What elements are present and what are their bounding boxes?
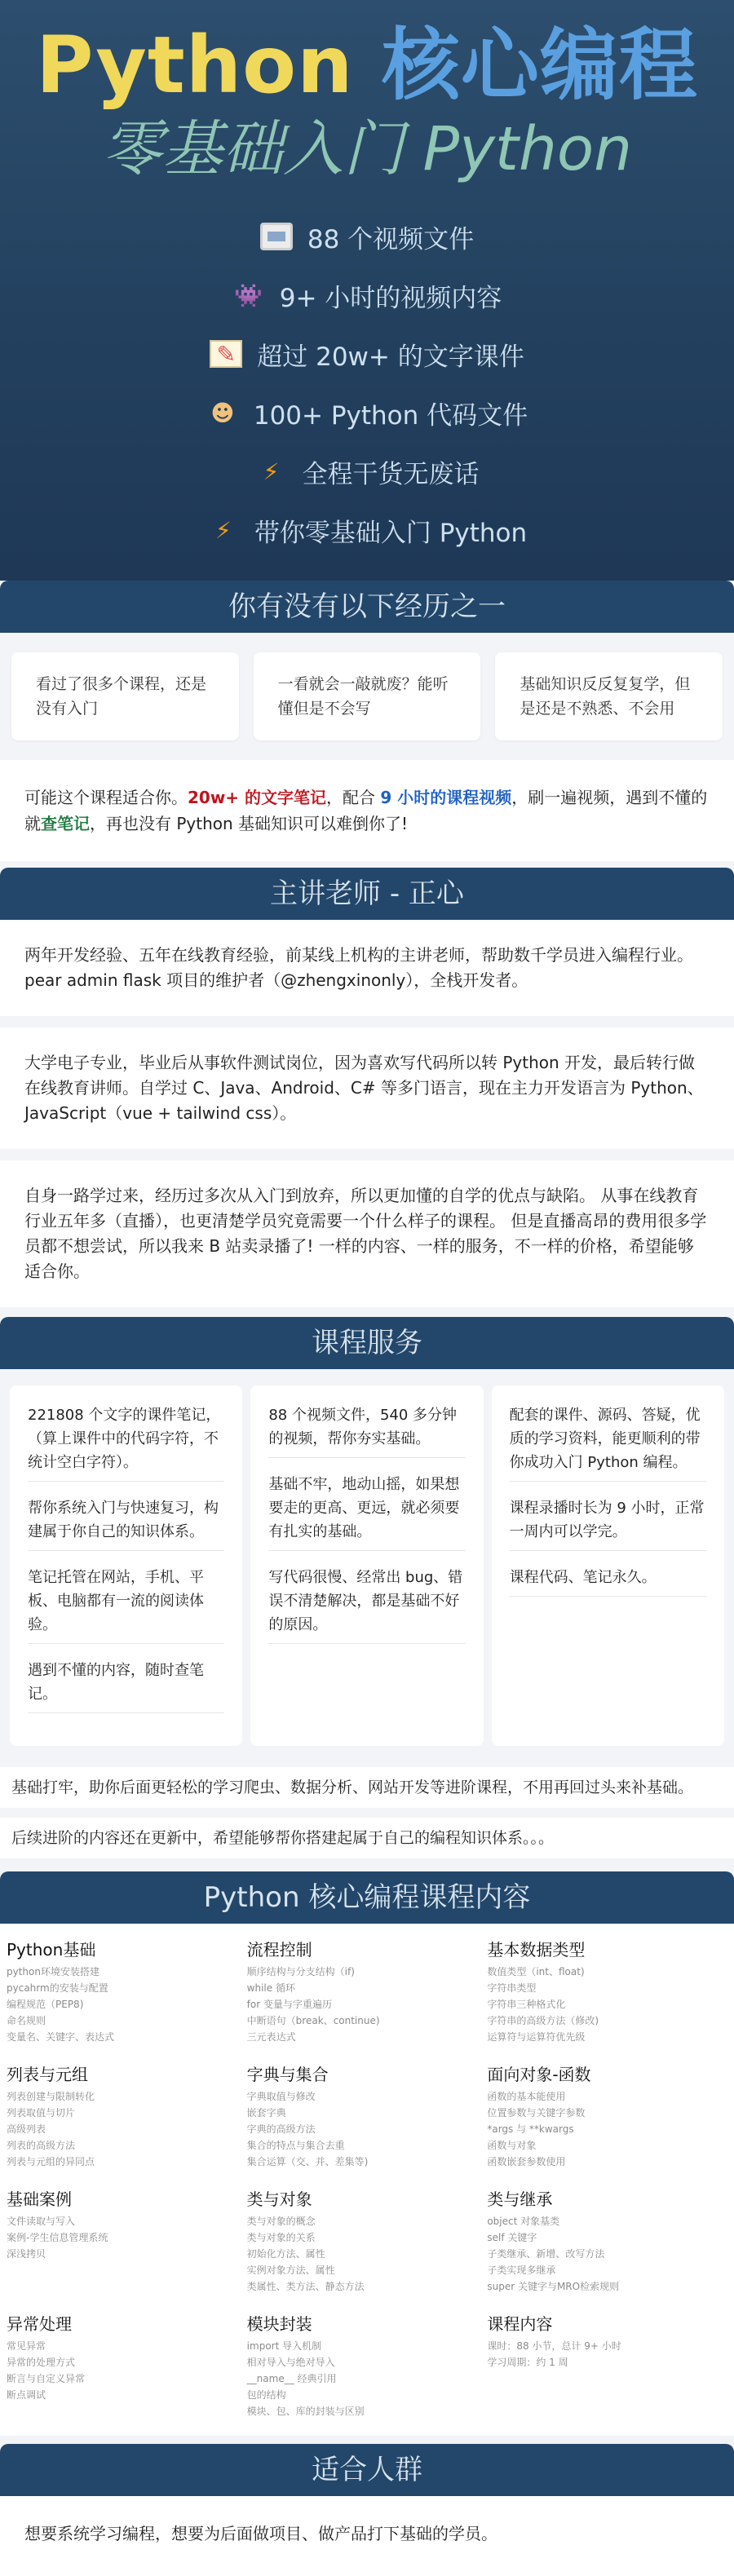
hero-banner [0,0,734,581]
audience-section [0,2444,734,2576]
course-module [487,2311,727,2419]
feature-item [0,383,734,442]
feature-list [0,207,734,559]
module-lesson: 模块、包、库的封装与区别 [246,2406,365,2417]
hero-title-core: 核心编程 [381,20,698,111]
module-lesson: 初始化方法、属性 [246,2248,325,2260]
service-columns [0,1369,734,1762]
module-lesson: python环境安装搭建 [7,1966,99,1977]
module-lesson: object 对象基类 [487,2216,560,2227]
module-lesson: 列表取值与切片 [7,2107,76,2119]
module-title: Python基础 [7,1940,96,1960]
module-title: 类与继承 [487,2189,553,2209]
experience-card: 看过了很多个课程，还是没有入门 [11,652,239,740]
summary-text: 可能这个课程适合你。 [24,788,188,807]
teacher-background: 大学电子专业，毕业后从事软件测试岗位，因为喜欢写代码所以转 Python 开发，最后转行做在线教育讲师。自学过 C、Java、Android、C# 等多门语言，现在主力开发语言为 Python、JavaScript（vue + tailwind css）。 [0,1027,734,1149]
module-lesson: 文件读取与写入 [7,2216,76,2227]
module-title: 基本数据类型 [487,1940,586,1960]
module-lesson: 断点调试 [7,2389,46,2401]
module-lesson: 类与对象的关系 [246,2232,316,2243]
module-lesson: pycahrm的安装与配置 [7,1982,108,1994]
section-title: 主讲老师 - 正心 [0,868,734,920]
teacher-intro: 两年开发经验、五年在线教育经验，前某线上机构的主讲老师，帮助数千学员进入编程行业。pear admin flask 项目的维护者（@zhengxinonly），全栈开发者。 [0,920,734,1016]
service-item: 221808 个文字的课件笔记，（算上课件中的代码字符，不统计空白字符）。 [28,1403,224,1482]
course-module [7,2061,247,2170]
experience-card: 基础知识反反复复学，但是还是不熟悉、不会用 [495,652,723,740]
module-title: 异常处理 [7,2314,72,2334]
module-lesson: 函数与对象 [487,2140,537,2151]
feature-text: 全程干货无废话 [302,459,480,489]
service-item: 配套的课件、源码、答疑，优质的学习资料，能更顺利的带你成功入门 Python 编程。 [510,1403,706,1482]
section-title: 适合人群 [0,2444,734,2496]
module-lesson: 字典的高级方法 [246,2123,316,2135]
module-lesson: 编程规范（PEP8) [7,1999,84,2010]
course-module [7,2311,247,2419]
experience-cards [0,633,734,760]
service-note: 后续进阶的内容还在更新中，希望能够帮你搭建起属于自己的编程知识体系。。。 [0,1818,734,1858]
course-row [7,2061,727,2170]
module-title: 类与对象 [246,2189,312,2209]
service-item: 课程录播时长为 9 小时，正常一周内可以学完。 [510,1496,706,1551]
module-lesson: 字符串的高级方法（修改) [487,2015,599,2026]
feature-text: 88 个视频文件 [307,224,475,254]
module-lesson: 字符串类型 [487,1982,537,1994]
teacher-motivation: 自身一路学过来，经历过多次从入门到放弃，所以更加懂的自学的优点与缺陷。 从事在线教育行业五年多（直播），也更清楚学员究竟需要一个什么样子的课程。 但是直播高昂的费用很多学员都不想尝试，所以我来 B 站卖录播了! 一样的内容、一样的服务，不一样的价格，希望能够适合你。 [0,1160,734,1307]
service-column [10,1385,242,1746]
module-lesson: 字符串三种格式化 [487,1999,566,2010]
module-lesson: 类属性、类方法、静态方法 [246,2281,365,2292]
summary-text: ，配合 [326,788,381,807]
module-lesson: 顺序结构与分支结构（if) [246,1966,355,1977]
module-lesson: import 导入机制 [246,2340,322,2352]
summary-text: ，刷一遍视频，遇到不懂的就 [24,788,708,833]
course-module [487,2186,727,2295]
summary-highlight-videos: 9 小时的课程视频 [380,788,512,807]
bolt-icon: ⚡ [263,457,280,485]
module-lesson: 数值类型（int、float) [487,1966,585,1977]
section-title: 课程服务 [0,1317,734,1369]
module-lesson: self 关键字 [487,2232,537,2243]
module-lesson: 学习周期：约 1 周 [487,2357,568,2368]
module-lesson: 异常的处理方式 [7,2357,76,2368]
feature-item [0,325,734,383]
module-lesson: 函数的基本能使用 [487,2091,566,2102]
course-module [487,2061,727,2170]
course-module [487,1937,727,2045]
hero-title [0,20,734,111]
feature-text: 9+ 小时的视频内容 [279,283,502,313]
service-item: 遇到不懂的内容，随时查笔记。 [28,1659,224,1713]
service-column [250,1385,483,1746]
section-title: Python 核心编程课程内容 [0,1871,734,1924]
memo-icon: ✎ [210,340,242,368]
experience-summary [0,760,734,861]
module-lesson: 课时：88 小节，总计 9+ 小时 [487,2340,621,2352]
game-icon: 👾 [234,281,263,309]
hero-subtitle: 零基础入门 Python [101,113,633,184]
summary-text: ，再也没有 Python 基础知识可以难倒你了! [90,814,409,833]
service-section [0,1317,734,1858]
audience-text: 想要系统学习编程，想要为后面做项目、做产品打下基础的学员。 [0,2496,734,2576]
module-lesson: __name__ 经典引用 [246,2373,337,2384]
course-row [7,2186,727,2295]
bolt-icon: ⚡ [215,516,232,544]
module-lesson: 常见异常 [7,2340,46,2352]
film-icon [260,223,293,250]
service-note: 基础打牢，助你后面更轻松的学习爬虫、数据分析、网站开发等进阶课程，不用再回过头来补基础。 [0,1767,734,1808]
module-lesson: 位置参数与关键字参数 [487,2107,586,2119]
module-lesson: 字典取值与修改 [246,2091,316,2102]
module-lesson: 集合的特点与集合去重 [246,2140,345,2151]
feature-item [0,442,734,501]
module-lesson: 高级列表 [7,2123,46,2135]
course-module [247,2186,488,2295]
service-item: 课程代码、笔记永久。 [510,1566,706,1597]
module-title: 流程控制 [246,1940,312,1960]
course-grid [0,1924,734,2436]
module-lesson: for 变量与字重遍历 [246,1999,332,2010]
service-column [492,1385,724,1746]
course-section [0,1871,734,2436]
module-lesson: 嵌套字典 [246,2107,286,2119]
module-lesson: 包的结构 [246,2389,286,2401]
feature-text: 带你零基础入门 Python [254,518,528,548]
feature-item [0,501,734,559]
person-icon: ☻ [210,399,235,426]
feature-item [0,266,734,325]
course-module [7,2186,247,2295]
module-lesson: 命名规则 [7,2015,46,2026]
module-lesson: 列表与元组的异同点 [7,2156,95,2167]
service-item: 写代码很慢、经常出 bug、错误不清楚解决，都是基础不好的原因。 [268,1566,465,1644]
module-title: 基础案例 [7,2189,72,2209]
module-lesson: 子类继承、新增、改写方法 [487,2248,605,2260]
course-module [247,2061,488,2170]
module-lesson: 列表的高级方法 [7,2140,76,2151]
experience-card: 一看就会一敲就废？能听懂但是不会写 [254,652,481,740]
service-item: 基础不牢，地动山摇，如果想要走的更高、更远，就必须要有扎实的基础。 [268,1473,465,1551]
course-module [7,1937,247,2045]
module-title: 面向对象-函数 [487,2065,591,2084]
service-item: 帮你系统入门与快速复习，构建属于你自己的知识体系。 [28,1496,224,1551]
module-lesson: while 循环 [246,1982,295,1994]
module-lesson: 运算符与运算符优先级 [487,2031,586,2043]
summary-highlight-check: 查笔记 [41,814,90,833]
course-module [247,1937,488,2045]
feature-text: 100+ Python 代码文件 [253,400,528,431]
module-lesson: 深浅拷贝 [7,2248,46,2260]
course-row [7,2311,727,2419]
module-title: 课程内容 [487,2314,553,2334]
module-lesson: 案例-学生信息管理系统 [7,2232,108,2243]
module-lesson: 类与对象的概念 [246,2216,316,2227]
course-row [7,1937,727,2045]
module-lesson: 变量名、关键字、表达式 [7,2031,115,2043]
module-lesson: 实例对象方法、属性 [246,2264,335,2276]
feature-item [0,207,734,266]
module-title: 列表与元组 [7,2065,88,2084]
teacher-section [0,868,734,1307]
module-title: 字典与集合 [246,2065,329,2084]
service-item: 88 个视频文件，540 多分钟的视频，帮你夯实基础。 [268,1403,465,1458]
module-lesson: super 关键字与MRO检索规则 [487,2281,620,2292]
module-lesson: 中断语句（break、continue) [246,2015,380,2026]
module-lesson: 三元表达式 [246,2031,296,2043]
module-lesson: 函数嵌套参数使用 [487,2156,566,2167]
module-lesson: 列表创建与限制转化 [7,2091,95,2102]
section-title: 你有没有以下经历之一 [0,581,734,633]
feature-text: 超过 20w+ 的文字课件 [257,342,524,372]
module-lesson: 子类实现多继承 [487,2264,556,2276]
course-module [247,2311,488,2419]
summary-highlight-notes: 20w+ 的文字笔记 [188,788,327,807]
module-lesson: 集合运算（交、并、差集等) [246,2156,369,2167]
hero-title-python: Python [36,20,354,111]
module-lesson: 断言与自定义异常 [7,2373,86,2384]
service-item: 笔记托管在网站，手机、平板、电脑都有一流的阅读体验。 [28,1566,224,1644]
module-lesson: *args 与 **kwargs [487,2123,574,2135]
experience-section [0,581,734,861]
module-lesson: 相对导入与绝对导入 [246,2357,335,2368]
module-title: 模块封装 [246,2314,312,2334]
